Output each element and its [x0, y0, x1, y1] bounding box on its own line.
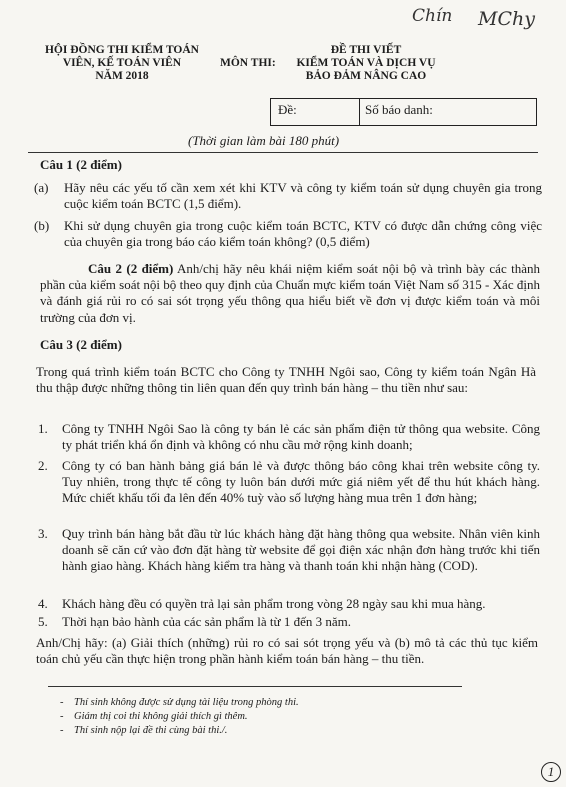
footnote-dash: -	[60, 711, 64, 722]
council-name	[22, 44, 222, 83]
footnotes	[60, 696, 494, 738]
q1-item-a	[34, 180, 542, 212]
q1-item-text: Khi sử dụng chuyên gia trong cuộc kiểm toán BCTC, KTV có được dẫn chứng công việc của chuyên gia trong báo cáo kiểm toán không? (0,5 điểm)	[64, 218, 542, 250]
candidate-number-label: Số báo danh:	[365, 102, 433, 117]
exam-line-2: KIỂM TOÁN VÀ DỊCH VỤ	[296, 57, 436, 69]
footnote-item: - Giám thị coi thi không giải thích gì thêm.	[60, 711, 248, 722]
q3-item-text: Khách hàng đều có quyền trả lại sản phẩm trong vòng 28 ngày sau khi mua hàng.	[62, 596, 486, 611]
q2-paragraph	[40, 261, 540, 326]
q1-item-marker: (a)	[34, 180, 49, 195]
council-line-2: VIÊN, KẾ TOÁN VIÊN	[62, 57, 182, 69]
q3-item-number: 3.	[38, 526, 48, 541]
top-divider	[28, 152, 538, 153]
q3-item-number: 4.	[38, 596, 48, 611]
q1-item-b	[34, 218, 542, 250]
q3-item-number: 2.	[38, 458, 48, 473]
exam-line-3: BẢO ĐẢM NÂNG CAO	[305, 70, 427, 82]
exam-title	[282, 44, 450, 83]
footnote-dash: -	[60, 697, 64, 708]
q3-item-text: Thời hạn bảo hành của các sản phẩm là từ 1 đến 3 năm.	[62, 614, 351, 629]
q2-title: Câu 2 (2 điểm)	[88, 261, 174, 276]
exam-code-box	[270, 98, 360, 126]
handwritten-signature: MChy	[478, 8, 535, 30]
handwritten-note-left: Chín	[412, 6, 453, 26]
q3-item-text: Quy trình bán hàng bắt đầu từ lúc khách hàng đặt hàng thông qua website. Nhân viên kinh doanh sẽ căn cứ vào đơn đặt hàng từ website để gọi điện xác nhận đơn hàng trước khi tiến hành giao hàng. Khách hàng kiểm tra hàng và thanh toán khi nhận hàng (COD).	[62, 526, 540, 574]
subject-label: MÔN THI:	[220, 57, 276, 69]
page-number: 1	[541, 762, 561, 782]
q3-item-number: 1.	[38, 421, 48, 436]
council-line-1: HỘI ĐỒNG THI KIỂM TOÁN	[44, 44, 199, 56]
footnote-item: - Thí sinh không được sử dụng tài liệu trong phòng thi.	[60, 697, 299, 708]
q3-intro: Trong quá trình kiểm toán BCTC cho Công ty TNHH Ngôi sao, Công ty kiểm toán Ngân Hà thu thập được những thông tin liên quan đến quy trình bán hàng – thu tiền như sau:	[36, 364, 536, 396]
q1-item-text: Hãy nêu các yếu tố cần xem xét khi KTV và công ty kiểm toán sử dụng chuyên gia trong cuộc kiểm toán BCTC (1,5 điểm).	[64, 180, 542, 212]
time-note: (Thời gian làm bài 180 phút)	[188, 133, 340, 148]
footer-divider	[48, 686, 462, 687]
exam-code-label: Đề:	[278, 102, 297, 117]
q1-item-marker: (b)	[34, 218, 50, 233]
q3-item-text: Công ty TNHH Ngôi Sao là công ty bán lẻ các sản phẩm điện tử thông qua website. Công ty phát triển khá ổn định và không có nhu cầu mở rộng kinh doanh;	[62, 421, 540, 453]
q3-task: Anh/Chị hãy: (a) Giải thích (những) rủi ro có sai sót trọng yếu và (b) mô tả các thủ tục kiểm toán chủ yếu cần thực hiện trong phần hành kiểm toán bán hàng – thu tiền.	[36, 635, 538, 667]
q2-text: Anh/chị hãy nêu khái niệm kiểm soát nội bộ và trình bày các thành phần của kiểm soát nội bộ theo quy định của Chuẩn mực kiểm toán Việt Nam số 315 - Xác định và đánh giá rủi ro có sai sót trọng yếu thông qua hiểu biết về đơn vị được kiểm toán và môi trường của đơn vị.	[40, 261, 540, 325]
footnote-dash: -	[60, 725, 64, 736]
q1-title: Câu 1 (2 điểm)	[40, 157, 122, 172]
council-line-3: NĂM 2018	[95, 70, 149, 82]
q3-item-number: 5.	[38, 614, 48, 629]
candidate-number-box	[358, 98, 537, 126]
footnote-item: - Thí sinh nộp lại đề thi cùng bài thi./.	[60, 725, 228, 736]
exam-line-1: ĐỀ THI VIẾT	[330, 44, 402, 56]
q3-title: Câu 3 (2 điểm)	[40, 337, 122, 352]
q3-item-text: Công ty có ban hành bảng giá bán lẻ và được thông báo công khai trên website công ty. Tuy nhiên, trong thực tế công ty luôn bán dưới mức giá niêm yết để thu hút khách hàng. Mức chiết khấu tối đa lên đến 40% tuỳ vào số lượng hàng mua trên 1 đơn hàng;	[62, 458, 540, 506]
